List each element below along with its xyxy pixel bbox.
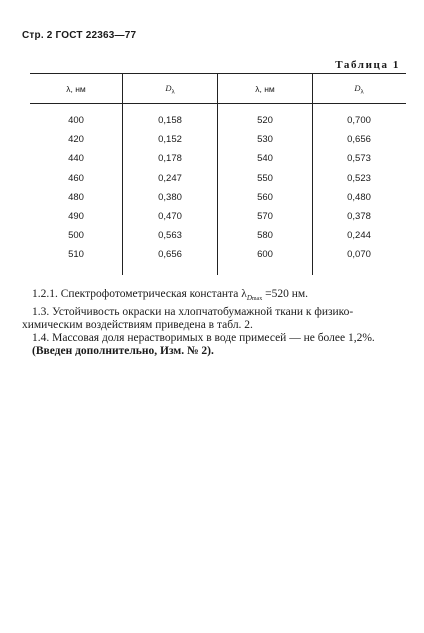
- cell-lambda-1: 480: [68, 191, 84, 203]
- cell-lambda-2: 550: [257, 172, 273, 184]
- cell-d-1: 0,656: [158, 249, 182, 261]
- cell-d-1: 0,158: [158, 115, 182, 126]
- cell-d-1: 0,178: [158, 153, 182, 165]
- cell-lambda-2: 540: [257, 153, 273, 165]
- cell-lambda-1: 460: [68, 172, 84, 184]
- cell-d-1: 0,152: [158, 134, 182, 146]
- cell-d-1: 0,470: [158, 211, 182, 222]
- column-divider: [122, 73, 123, 275]
- table-label: Таблица 1: [335, 59, 400, 71]
- cell-lambda-1: 500: [68, 230, 84, 242]
- cell-d-2: 0,480: [347, 191, 371, 203]
- cell-lambda-1: 420: [68, 134, 84, 146]
- body-text: [22, 288, 402, 358]
- cell-lambda-1: 490: [68, 211, 84, 222]
- table-header-rule: [30, 103, 406, 104]
- cell-lambda-2: 530: [257, 134, 273, 146]
- cell-d-1: 0,247: [158, 172, 182, 184]
- paragraph-1-3: 1.3. Устойчивость окраски на хлопчатобумажной ткани к физико-химическим воздействиям приведена в табл. 2.: [22, 306, 354, 331]
- cell-lambda-2: 600: [257, 249, 273, 261]
- page-header: Стр. 2 ГОСТ 22363—77: [22, 30, 137, 41]
- column-divider: [312, 73, 313, 275]
- table-top-rule: [30, 73, 406, 74]
- cell-d-2: 0,700: [347, 115, 371, 126]
- cell-lambda-1: 400: [68, 115, 84, 126]
- cell-d-1: 0,563: [158, 230, 182, 242]
- data-table: [30, 73, 406, 275]
- cell-lambda-2: 520: [257, 115, 273, 126]
- header-lambda-2: λ, нм: [255, 84, 275, 94]
- cell-lambda-2: 560: [257, 191, 273, 203]
- cell-d-1: 0,380: [158, 191, 182, 203]
- header-d-2: $D_\lambda$: [354, 83, 364, 96]
- cell-lambda-2: 580: [257, 230, 273, 242]
- header-d-1: $D_\lambda$: [165, 83, 175, 96]
- cell-d-2: 0,378: [347, 211, 371, 222]
- cell-lambda-2: 570: [257, 211, 273, 222]
- cell-d-2: 0,070: [347, 249, 371, 261]
- cell-lambda-1: 510: [68, 249, 84, 261]
- paragraph-1-2-1: 1.2.1. Спектрофотометрическая константа $\lambda_{Dmax} =520$ нм.: [32, 288, 309, 302]
- cell-d-2: 0,523: [347, 172, 371, 184]
- cell-d-2: 0,656: [347, 134, 371, 146]
- amendment-note: (Введен дополнительно, Изм. № 2).: [32, 345, 214, 357]
- cell-lambda-1: 440: [68, 153, 84, 165]
- paragraph-1-4: 1.4. Массовая доля нерастворимых в воде примесей — не более 1,2%.: [32, 332, 375, 344]
- header-lambda-1: λ, нм: [66, 84, 86, 94]
- column-divider: [217, 73, 218, 275]
- cell-d-2: 0,244: [347, 230, 371, 242]
- cell-d-2: 0,573: [347, 153, 371, 165]
